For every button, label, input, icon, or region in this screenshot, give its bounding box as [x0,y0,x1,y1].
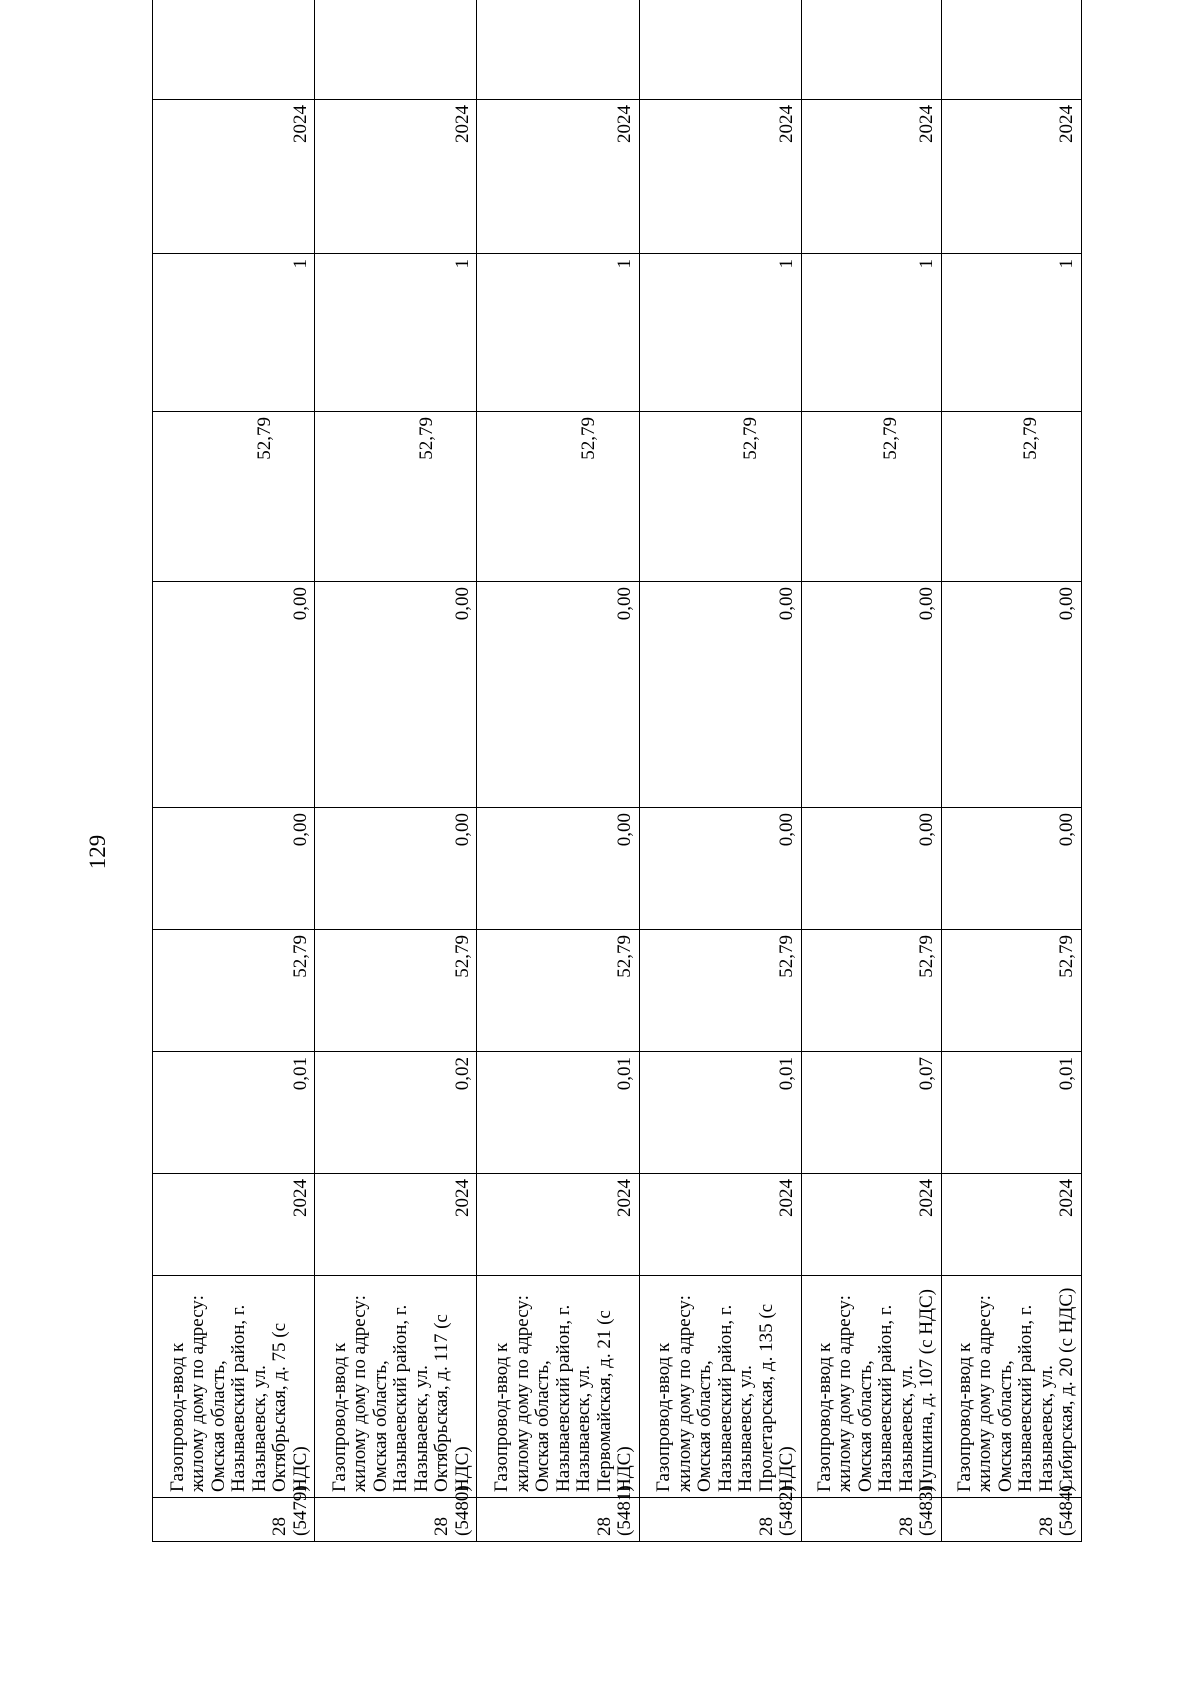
start-year-cell: 2024 [639,100,801,254]
row-number-cell: 28 (5480) [315,1498,477,1542]
value-cell-1: 0,00 [153,808,315,930]
start-year-cell: 2024 [477,100,639,254]
value-cell-2: 0,00 [801,582,941,808]
price-value: 52,79 [880,417,902,460]
value-cell-1: 0,00 [801,808,941,930]
count-cell: 1 [801,254,941,412]
length-cell: 0,02 [315,1052,477,1174]
price-cell [477,412,639,582]
length-cell: 0,01 [941,1052,1081,1174]
total-cost-cell: 52,79 [477,930,639,1052]
table-row [315,0,477,1542]
rotated-table-container [152,82,1082,1542]
year-cell: 2024 [801,1174,941,1276]
value-cell-2: 0,00 [941,582,1081,808]
value-cell-1: 0,00 [639,808,801,930]
price-cell [801,412,941,582]
price-value: 52,79 [1020,417,1042,460]
value-cell-2: 0,00 [153,582,315,808]
row-number-cell: 28 (5484) [941,1498,1081,1542]
table-body [153,0,1082,1542]
end-year-cell [801,0,941,100]
end-year-cell [477,0,639,100]
year-cell: 2024 [153,1174,315,1276]
value-cell-2: 0,00 [639,582,801,808]
table-row [801,0,941,1542]
total-cost-cell: 52,79 [639,930,801,1052]
count-cell: 1 [941,254,1081,412]
table-row [941,0,1081,1542]
end-year-cell [639,0,801,100]
price-value: 52,79 [253,417,275,460]
price-cell [941,412,1081,582]
object-description-cell: Газопровод-ввод к жилому дому по адресу: Омская область, Называевский район, г. Называевск, ул. Первомайская, д. 21 (с НДС) [477,1276,639,1498]
count-cell: 1 [315,254,477,412]
start-year-cell: 2024 [153,100,315,254]
price-cell [639,412,801,582]
price-cell [315,412,477,582]
start-year-cell: 2024 [801,100,941,254]
price-value: 52,79 [415,417,437,460]
object-description-cell: Газопровод-ввод к жилому дому по адресу: Омская область, Называевский район, г. Называевск, ул. Пушкина, д. 107 (с НДС) [801,1276,941,1498]
page-number: 129 [85,834,110,870]
end-year-cell [941,0,1081,100]
price-value: 52,79 [578,417,600,460]
table-row [639,0,801,1542]
length-cell: 0,01 [477,1052,639,1174]
value-cell-1: 0,00 [477,808,639,930]
table-row [153,0,315,1542]
total-cost-cell: 52,79 [153,930,315,1052]
object-description-cell: Газопровод-ввод к жилому дому по адресу: Омская область, Называевский район, г. Называевск, ул. Пролетарская, д. 135 (с НДС) [639,1276,801,1498]
end-year-cell [153,0,315,100]
price-cell [153,412,315,582]
object-description-cell: Газопровод-ввод к жилому дому по адресу: Омская область, Называевский район, г. Называевск, ул. Сибирская, д. 20 (с НДС) [941,1276,1081,1498]
value-cell-1: 0,00 [941,808,1081,930]
table-row [477,0,639,1542]
value-cell-1: 0,00 [315,808,477,930]
row-number-cell: 28 (5482) [639,1498,801,1542]
row-number-cell: 28 (5481) [477,1498,639,1542]
count-cell: 1 [477,254,639,412]
total-cost-cell: 52,79 [315,930,477,1052]
value-cell-2: 0,00 [477,582,639,808]
total-cost-cell: 52,79 [801,930,941,1052]
start-year-cell: 2024 [941,100,1081,254]
investment-table [152,0,1082,1542]
year-cell: 2024 [941,1174,1081,1276]
object-description-cell: Газопровод-ввод к жилому дому по адресу: Омская область, Называевский район, г. Называевск, ул. Октябрьская, д. 75 (с НДС) [153,1276,315,1498]
year-cell: 2024 [315,1174,477,1276]
start-year-cell: 2024 [315,100,477,254]
row-number-cell: 28 (5479) [153,1498,315,1542]
length-cell: 0,01 [153,1052,315,1174]
count-cell: 1 [153,254,315,412]
end-year-cell [315,0,477,100]
row-number-cell: 28 (5483) [801,1498,941,1542]
length-cell: 0,07 [801,1052,941,1174]
length-cell: 0,01 [639,1052,801,1174]
year-cell: 2024 [639,1174,801,1276]
year-cell: 2024 [477,1174,639,1276]
total-cost-cell: 52,79 [941,930,1081,1052]
count-cell: 1 [639,254,801,412]
object-description-cell: Газопровод-ввод к жилому дому по адресу: Омская область, Называевский район, г. Называевск, ул. Октябрьская, д. 117 (с НДС) [315,1276,477,1498]
price-value: 52,79 [740,417,762,460]
value-cell-2: 0,00 [315,582,477,808]
